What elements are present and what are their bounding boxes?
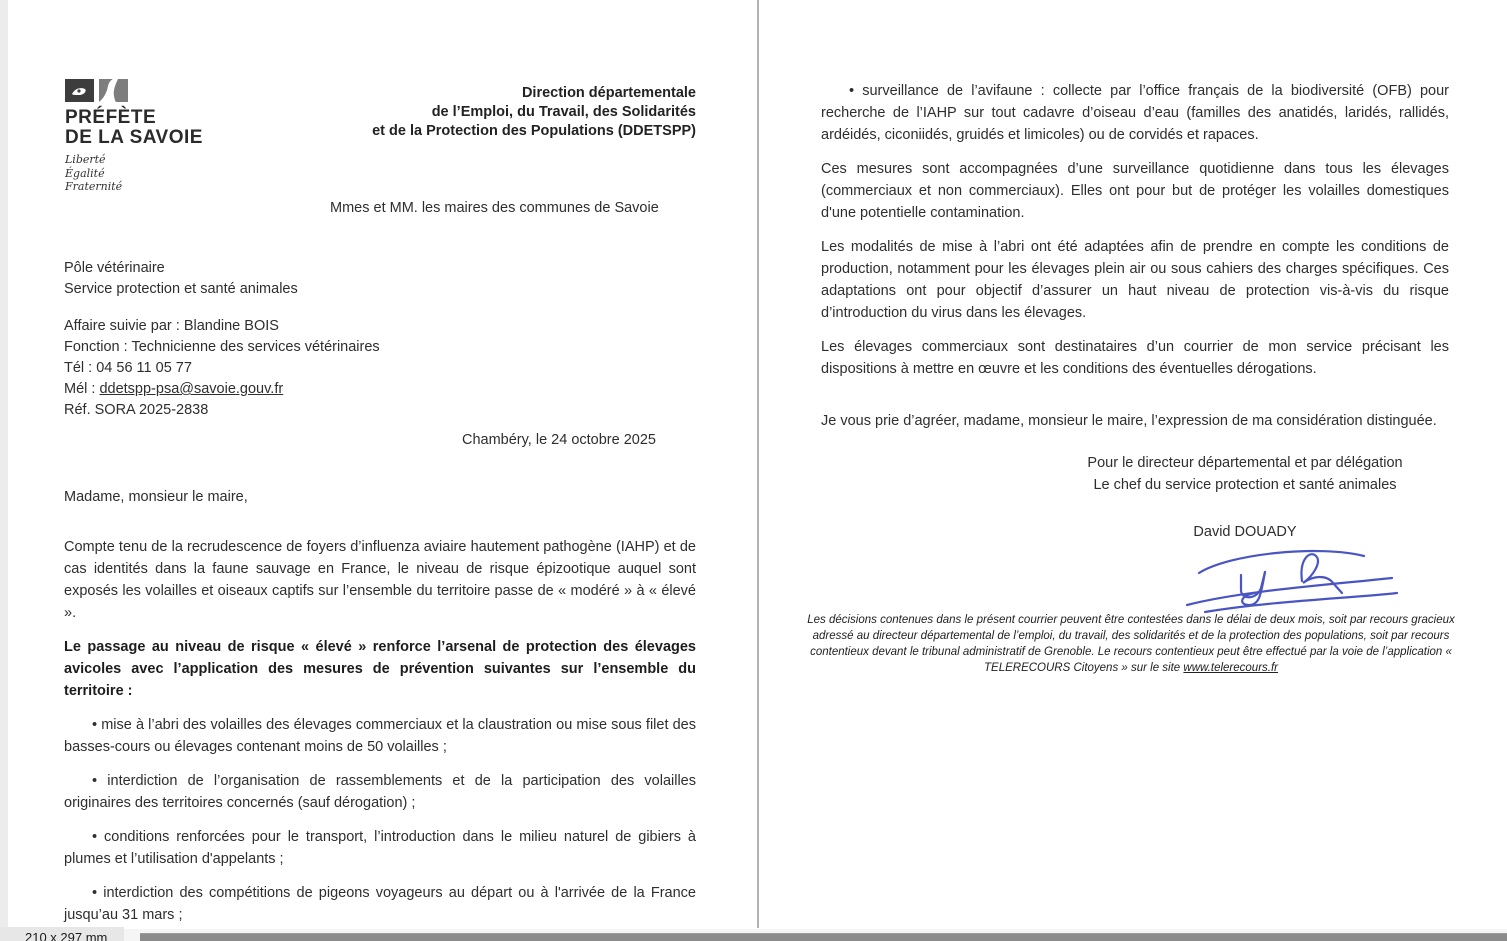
letter-body-page1: [64, 536, 696, 938]
delegation-block: [1010, 452, 1480, 496]
horizontal-scrollbar-thumb[interactable]: [140, 933, 1507, 941]
paragraph-surveillance: Ces mesures sont accompagnées d’une surveillance quotidienne dans tous les élevages (commerciaux et non commerciaux). Elles ont pour but de protéger les volailles domestiques d'une potentielle contamination.: [821, 161, 1449, 221]
contact-person: Affaire suivie par : Blandine BOIS: [64, 318, 279, 334]
bullet-item-avifauna: [821, 80, 1449, 146]
motto-egalite: Égalité: [65, 166, 105, 180]
service-name: Service protection et santé animales: [64, 281, 298, 297]
viewer-left-edge: [0, 0, 8, 928]
delegation-line1: Pour le directeur départemental et par délégation: [1087, 455, 1403, 471]
paragraph-context: Compte tenu de la recrudescence de foyers d’influenza aviaire hautement pathogène (IAHP) et de cas identités dans la faune sauvage en France, le niveau de risque épizootique auquel sont exposés les volailles et oiseaux captifs sur l’ensemble du territoire passe de « modéré » à « élevé ».: [64, 539, 696, 621]
bullet-item-shelter: [64, 714, 696, 758]
bullet-dot-icon: •: [92, 717, 98, 733]
paragraph-elevages: Les élevages commerciaux sont destinataires d’un courrier de mon service précisant les dispositions à mettre en œuvre et les conditions des éventuelles dérogations.: [821, 339, 1449, 377]
bullet-item-gatherings: [64, 770, 696, 814]
direction-header: [336, 84, 696, 141]
contact-function: Fonction : Technicienne des services vétérinaires: [64, 339, 380, 355]
signatory-name: David DOUADY: [1193, 524, 1297, 540]
direction-line1: Direction départementale: [521, 85, 696, 101]
page-divider: [757, 0, 759, 928]
letter-page-2: [760, 0, 1507, 928]
bullet-text: interdiction de l’organisation de rassemblements et de la participation des volailles originaires des territoires concernés (sauf dérogation) ;: [64, 773, 696, 811]
prefecture-name-line2: DE LA SAVOIE: [65, 127, 203, 148]
handwritten-signature: [1181, 543, 1403, 615]
bullet-dot-icon: •: [92, 773, 98, 789]
letter-body-page2: [821, 80, 1449, 444]
service-pole: Pôle vétérinaire: [64, 260, 165, 276]
reference-number: Réf. SORA 2025-2838: [64, 402, 209, 418]
legal-notice: [805, 612, 1457, 676]
date-line: Chambéry, le 24 octobre 2025: [462, 432, 656, 448]
marianne-logo-icon: [65, 76, 161, 106]
direction-line2: de l’Emploi, du Travail, des Solidarités: [431, 104, 696, 120]
paragraph-risk-level-bold: Le passage au niveau de risque « élevé » renforce l’arsenal de protection des élevages avicoles avec l’application des mesures de prévention suivantes sur l’ensemble du territoire :: [64, 639, 696, 699]
recipient-line: Mmes et MM. les maires des communes de Savoie: [330, 200, 659, 216]
bullet-text: interdiction des compétitions de pigeons voyageurs au départ ou à l'arrivée de la France jusqu’au 31 mars ;: [64, 885, 696, 923]
bullet-text: mise à l’abri des volailles des élevages commerciaux et la claustration ou mise sous filet des basses-cours ou élevages contenant moins de 50 volailles ;: [64, 717, 696, 755]
prefecture-name-line1: PRÉFÈTE: [65, 107, 157, 128]
contact-phone: Tél : 04 56 11 05 77: [64, 360, 192, 376]
bullet-text: surveillance de l’avifaune : collecte par l’office français de la biodiversité (OFB) pour recherche de l’IAHP sur tout cadavre d’oiseau d’eau (familles des anatidés, laridés, rallidés, ardéidés, ciconiidés, gruidés et limicoles) ou de corvidés et rapaces.: [821, 83, 1449, 143]
direction-line3: et de la Protection des Populations (DDETSPP): [372, 123, 696, 139]
bullet-item-transport: [64, 826, 696, 870]
email-label: Mél :: [64, 381, 100, 397]
telerecours-link[interactable]: www.telerecours.fr: [1183, 662, 1278, 674]
page-size-label: [0, 927, 124, 941]
republic-motto: [65, 153, 285, 194]
prefecture-logo-block: [65, 76, 285, 194]
bullet-item-pigeons: [64, 882, 696, 926]
bullet-dot-icon: •: [92, 885, 98, 901]
bullet-text: conditions renforcées pour le transport, l’introduction dans le milieu naturel de gibiers à plumes et l’utilisation d'appelants ;: [64, 829, 696, 867]
bullet-dot-icon: •: [849, 83, 855, 99]
paragraph-modalites: Les modalités de mise à l’abri ont été adaptées afin de prendre en compte les conditions de production, notamment pour les élevages plein air ou sous cahiers des charges spécifiques. Ces adaptations ont pour objectif d’assurer un haut niveau de protection vis-à-vis du risque d’introduction du virus dans les élevages.: [821, 239, 1449, 321]
letter-page-1: [8, 0, 757, 928]
salutation: Madame, monsieur le maire,: [64, 489, 248, 505]
closing-formula: Je vous prie d’agréer, madame, monsieur le maire, l’expression de ma considération distinguée.: [821, 413, 1437, 429]
motto-liberte: Liberté: [65, 153, 106, 166]
motto-fraternite: Fraternité: [65, 180, 123, 193]
bullet-dot-icon: •: [92, 829, 98, 845]
delegation-line2: Le chef du service protection et santé animales: [1093, 477, 1397, 493]
contact-email-line: [64, 379, 380, 400]
legal-notice-text: Les décisions contenues dans le présent courrier peuvent être contestées dans le délai de deux mois, soit par recours gracieux adressé au directeur départemental de l’emploi, du travail, des solidarités et de la protection des populations, soit par recours contentieux devant le tribunal administratif de Grenoble. Le recours contentieux peut être effectué par la voie de l’application « TELERECOURS Citoyens » sur le site: [807, 614, 1455, 674]
sender-contact-block: [64, 258, 380, 421]
page-size-text: 210 x 297 mm: [25, 930, 108, 941]
email-link[interactable]: ddetspp-psa@savoie.gouv.fr: [99, 381, 284, 397]
